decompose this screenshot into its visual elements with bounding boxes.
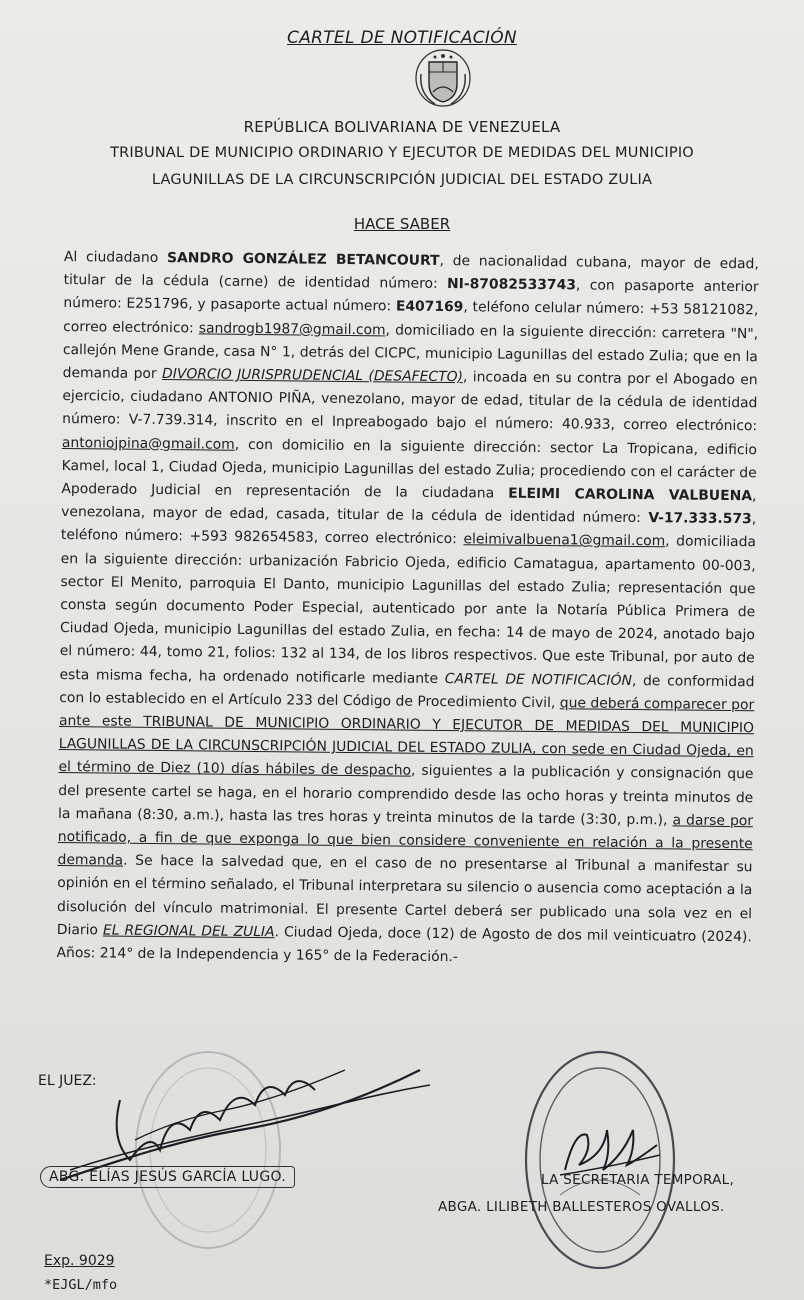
body-text: , de nacionalidad cubana, mayor de edad, titular de la cédula (carne) de identidad número: (63, 252, 759, 293)
plaintiff-email: eleimivalbuena1@gmail.com (463, 531, 666, 550)
coat-of-arms-icon (413, 48, 473, 110)
appearance-order: que deberá comparecer por ante este TRIBUNAL DE MUNICIPIO ORDINARIO Y EJECUTOR DE MEDIDAS DEL MUNICIPIO LAGUNILLAS DE LA CIRCUNSCRIPCIÓN JUDICIAL DEL ESTADO ZULIA, con sede en Ciudad Ojeda, en el término de Diez (10) días hábiles de despacho (58, 695, 755, 780)
body-text: , de conformidad con lo establecido en el Artículo 233 del Código de Procedimiento Civil, (59, 672, 755, 712)
hace-saber-heading: HACE SABER (353, 215, 451, 233)
body-text: , teléfono número: +593 982654583, correo electrónico: (60, 511, 757, 548)
respondent-passport: E407169 (395, 298, 464, 316)
attorney-email: antoniojpina@gmail.com (61, 434, 235, 453)
plaintiff-name: ELEIMI CAROLINA VALBUENA (508, 485, 753, 505)
document-title: CARTEL DE NOTIFICACIÓN (287, 28, 517, 48)
body-text: . Se hace la salvedad que, en el caso de no presentarse al Tribunal a manifestar su opinión en el término señalado, el Tribunal interpretara su silencio o ausencia como aceptación a la disolución del vínculo matrimonial. El presente Cartel deberá ser publicado una sola vez en el Diario (56, 852, 753, 939)
header-country: REPÚBLICA BOLIVARIANA DE VENEZUELA (243, 118, 561, 136)
body-text: , venezolana, mayor de edad, casada, titular de la cédula de identidad número: (61, 488, 757, 527)
case-file-number: Exp. 9029 (44, 1253, 115, 1269)
judge-label: EL JUEZ: (38, 1073, 97, 1089)
judge-name: ABG. ELÍAS JESÚS GARCÍA LUGO. (40, 1166, 295, 1188)
body-text: , incoada en su contra por el Abogado en ejercicio, ciudadano ANTONIO PIÑA, venezolano, mayor de edad, titular de la cédula de identidad número: V-7.739.314, inscrito en el Inpreabogado bajo el número: 40.933, correo electrónico: (62, 369, 758, 435)
cartel-reference: CARTEL DE NOTIFICACIÓN (444, 670, 632, 689)
notification-purpose: a darse por notificado, a fin de que exponga lo que bien considere conveniente en relación a la presente demanda (57, 812, 754, 869)
header-jurisdiction: LAGUNILLAS DE LA CIRCUNSCRIPCIÓN JUDICIAL DEL ESTADO ZULIA (151, 172, 653, 188)
body-text: , siguientes a la publicación y consignación que del presente cartel se haga, en el horario comprendido desde las ocho horas y treinta minutos de la mañana (8:30, a.m.), hasta las tres horas y treinta minutos de la tarde (3:30, p.m.), (57, 763, 754, 829)
body-text: Al ciudadano (63, 248, 168, 267)
typist-initials: *EJGL/mfo (44, 1277, 118, 1293)
header-tribunal: TRIBUNAL DE MUNICIPIO ORDINARIO Y EJECUTOR DE MEDIDAS DEL MUNICIPIO (110, 145, 694, 161)
secretary-title: LA SECRETARIA TEMPORAL, (541, 1172, 735, 1188)
secretary-name: ABGA. LILIBETH BALLESTEROS OVALLOS. (438, 1199, 725, 1215)
case-type: DIVORCIO JURISPRUDENCIAL (DESAFECTO) (162, 366, 464, 386)
respondent-email: sandrogb1987@gmail.com (198, 320, 386, 338)
body-text: . Ciudad Ojeda, doce (12) de Agosto de dos mil veinticuatro (2024). Años: 214° de la Independencia y 165° de la Federación.- (56, 924, 752, 966)
respondent-name: SANDRO GONZÁLEZ BETANCOURT (166, 250, 440, 269)
respondent-id: NI-87082533743 (446, 276, 577, 294)
plaintiff-id: V-17.333.573 (648, 510, 752, 528)
body-text: , teléfono celular número: +53 58121082, correo electrónico: (63, 299, 759, 337)
body-text: , con pasaporte anterior número: E251796, y pasaporte actual número: (63, 277, 759, 315)
body-text: , con domicilio en la siguiente dirección: sector La Tropicana, edificio Kamel, local 1, Ciudad Ojeda, municipio Lagunillas del estado Zulia; procediendo con el carácter de Apoderado Judicial en representación de la ciudadana (61, 436, 757, 502)
body-text: , domiciliado en la siguiente dirección: carretera "N", callejón Mene Grande, casa N° 1, detrás del CICPC, municipio Lagunillas del estado Zulia; que en la demanda por (62, 321, 759, 383)
newspaper-name: EL REGIONAL DEL ZULIA (102, 922, 275, 941)
body-text: , domiciliada en la siguiente dirección: urbanización Fabricio Ojeda, edificio Camatagua, apartamento 00-003, sector El Menito, parroquia El Danto, municipio Lagunillas del estado Zulia; representación que consta según documento Poder Especial, autenticado por ante la Notaría Pública Primera de Ciudad Ojeda, municipio Lagunillas del estado Zulia, en fecha: 14 de mayo de 2024, anotado bajo el número: 44, tomo 21, folios: 132 al 134, de los libros respectivos. Que este Tribunal, por auto de esta misma fecha, ha ordenado notificarle mediante (59, 533, 757, 687)
notice-body (56, 246, 758, 973)
